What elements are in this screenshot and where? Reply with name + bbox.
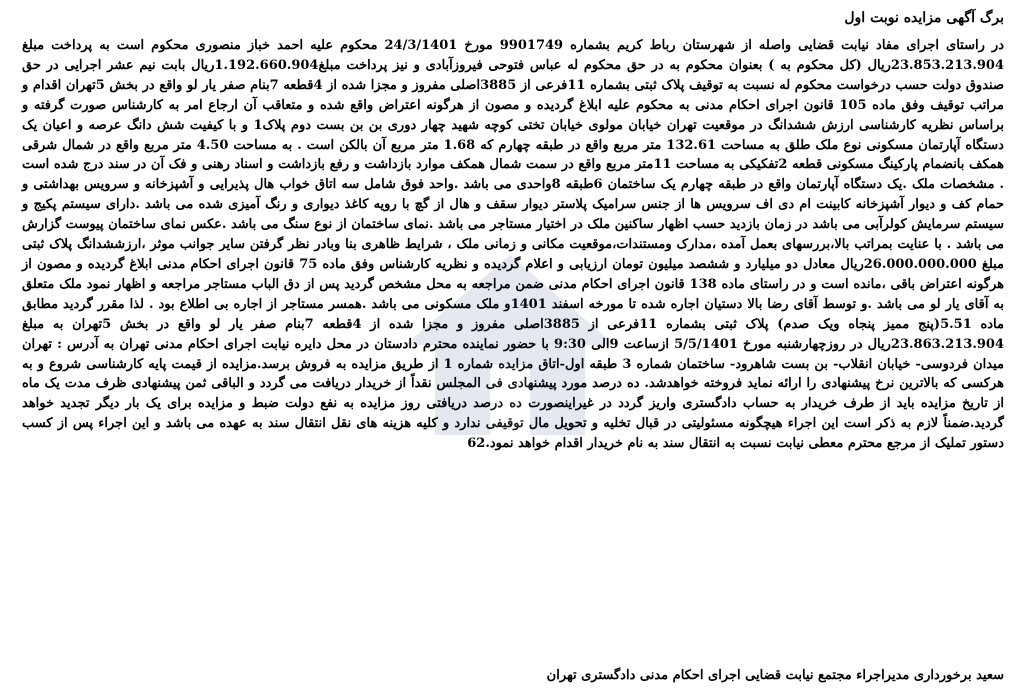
document-body: در راستای اجرای مفاد نیابت قضایی واصله از شهرستان رباط کریم بشماره 9901749 مورخ 24/3/1401 محکوم علیه احمد خباز منصوری محکوم است به پرداخت مبلغ 23.853.213.904ریال (کل محکوم به ) بعنوان محکوم به در حق محکوم له عباس فتوحی فیروزآبادی و نیز پرداخت مبلغ1.192.660.904ریال بابت نیم عشر اجرایی در حق صندوق دولت حسب درخواست محکوم له نسبت به توقیف پلاک ثبتی بشماره 11فرعی از 3885اصلی مفروز و مجزا شده از 4قطعه 7بنام صفر یار لو واقع در بخش 5تهران اقدام و مراتب توقیف وفق ماده 105 قانون اجرای احکام مدنی به محکوم علیه ابلاغ گردیده و مصون از هرگونه اعتراض واقع شده و متعاقب آن ارجاع امر به کارشناس صورت گرفته و براساس نظریه کارشناسی ارزش ششدانگ در موقعیت تهران خیابان مولوی خیابان تختی کوچه شهید چهار دوری بن بن بست دوم پلاک1 و با کیفیت شش دانگ عرصه و اعیان یک دستگاه آپارتمان مسکونی نوع ملک طلق به مساحت 132.61 متر مربع واقع در طبقه چهارم که 1.68 متر مربع آن بالکن است . به مساحت 4.50 متر مربع واقع در شمال شرقی همکف بانضمام پارکینگ مسکونی قطعه 2تفکیکی به مساحت 11متر مربع واقع در سمت شمال همکف موارد بازداشت و رفع بازداشت و اسناد رهنی و فک آن در سند درج شده است . مشخصات ملک .یک دستگاه آپارتمان واقع در طبقه چهارم یک ساختمان 6طبقه 8واحدی می باشد .واحد فوق شامل سه اتاق خواب هال پذیرایی و آشپزخانه و سرویس بهداشتی و حمام کف و دیوار آشپزخانه کابینت ام دی اف سرویس ها از جنس سرامیک پلاستر دیوار سقف و هال از گچ با رویه کاغذ دیواری و رنگ آمیزی شده می باشد .دارای سیستم پکیج و سیستم سرمایش کولرآبی می باشد در زمان بازدید حسب اظهار ساکنین ملک در اختیار مستاجر می باشد .نمای ساختمان از نوع سنگ می باشد .عکس نمای ساختمان پیوست گزارش می باشد . با عنایت بمراتب بالا،بررسهای بعمل آمده ،مدارک ومستندات،موقعیت مکانی و زمانی ملک ، شرایط ظاهری بنا وبادر نظر گرفتن سایر جوانب موثر ،ارزششدانگ پلاک ثبتی مبلغ 26.000.000.000ریال معادل دو میلیارد و ششصد میلیون تومان ارزیابی و اعلام گردیده و نظریه کارشناس وفق ماده 75 قانون اجرای احکام مدنی ابلاغ گردیده و مصون از هرگونه اعتراض باقی ،مانده است و در راستای ماده 138 قانون اجرای احکام مدنی ضمن مراجعه به محل مشخص گردید پس از دق الباب مستاجر مراجعه و اظهار نمود ملک متعلق به آقای یار لو می باشد .و توسط آقای رضا بالا دستیان اجاره شده تا مورخه اسفند 1401و ملک مسکونی می باشد .همسر مستاجر از اجاره بی اطلاع بود . لذا مقرر گردید مطابق ماده 5.51(پنج ممیز پنجاه ویک صدم) پلاک ثبتی بشماره 11فرعی از 3885اصلی مفروز و مجزا شده از 4قطعه 7بنام صفر یار لو واقع در بخش 5تهران به مبلغ 23.863.213.904ریال در روزچهارشنبه مورخ 5/5/1401 ازساعت 9الی 9:30 با حضور نماینده محترم دادستان در محل دایره نیابت اجرای احکام مدنی تهران به آدرس : تهران میدان فردوسی- خیابان انقلاب- بن بست شاهرود- ساختمان شماره 3 طبقه اول-اتاق مزایده شماره 1 از طریق مزایده به فروش برسد.مزایده از قیمت پایه کارشناسی شروع و به هرکسی که بالاترین نرخ پیشنهادی را ارائه نماید فروخته خواهدشد. ده درصد مورد پیشنهادی فی المجلس نقداً از خریدار دریافت می گردد و الباقی ثمن پیشنهادی ظرف مدت یک ماه از تاریخ مزایده باید از طرف خریدار به حساب دادگستری واریز گردد در غیراینصورت ده درصد دریافتی روز مزایده به نفع دولت ضبط و مزایده برای یک بار دیگر تجدید خواهد گردید.ضمناً لازم به ذکر است این اجراء هیچگونه مسئولیتی در قبال تخلیه و تحویل مال توقیفی ندارد و کلیه هزینه های نقل انتقال سند به عهده می باشد و این اجراء پس از کسب دستور تملیک از مرجع محترم معطی نیابت نسبت به انتقال سند به نام خریدار اقدام خواهد نمود.62 [22, 38, 1005, 452]
document-title: برگ آگهی مزایده نوبت اول [844, 10, 1004, 26]
document-footer: سعید برخورداری مدیراجراء مجتمع نیابت قضایی اجرای احکام مدنی دادگستری تهران [546, 668, 1004, 683]
